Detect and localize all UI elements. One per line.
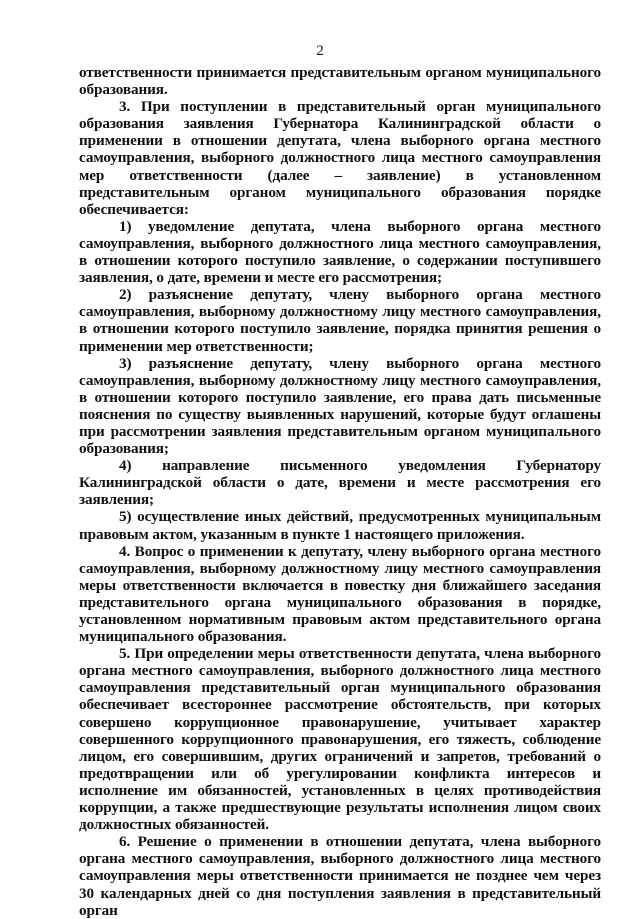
document-body bbox=[79, 64, 601, 919]
paragraph-item-6: 6. Решение о применении в отношении депутата, члена выборного органа местного самоуправления, выборного должностного лица местного самоуправления меры ответственности принимается не позднее чем через 30 календарных дней со дня поступления заявления в представительный орган bbox=[79, 833, 601, 919]
paragraph-continuation: ответственности принимается представительным органом муниципального образования. bbox=[79, 64, 601, 99]
paragraph-subitem-5: 5) осуществление иных действий, предусмотренных муниципальным правовым актом, указанным в пункте 1 настоящего приложения. bbox=[79, 508, 601, 543]
paragraph-item-3: 3. При поступлении в представительный орган муниципального образования заявления Губернатора Калининградской области о применении в отношении депутата, члена выборного органа местного самоуправления, выборного должностного лица местного самоуправления мер ответственности (далее – заявление) в установленном представительным органом муниципального образования порядке обеспечивается: bbox=[79, 98, 601, 218]
paragraph-subitem-1: 1) уведомление депутата, члена выборного органа местного самоуправления, выборного должностного лица местного самоуправления, в отношении которого поступило заявление, о содержании поступившего заявления, о дате, времени и месте его рассмотрения; bbox=[79, 217, 601, 287]
paragraph-subitem-4: 4) направление письменного уведомления Губернатору Калининградской области о дате, времени и месте рассмотрения его заявления; bbox=[79, 457, 601, 509]
paragraph-subitem-2: 2) разъяснение депутату, члену выборного органа местного самоуправления, выборному должностному лицу местного самоуправления, в отношении которого поступило заявление, порядка принятия решения о применении мер ответственности; bbox=[79, 286, 601, 355]
paragraph-item-4: 4. Вопрос о применении к депутату, члену выборного органа местного самоуправления, выборному должностному лицу местного самоуправления меры ответственности включается в повестку дня ближайшего заседания представительного органа муниципального образования в порядке, установленном нормативным правовым актом представительного органа муниципального образования. bbox=[79, 542, 601, 646]
paragraph-item-5: 5. При определении меры ответственности депутата, члена выборного органа местного самоуправления, выборного должностного лица местного самоуправления представительный орган муниципального образования обеспечивает всестороннее рассмотрение обстоятельств, при которых совершено коррупционное правонарушение, учитывает характер совершенного коррупционного правонарушения, его тяжесть, соблюдение лицом, его совершившим, других ограничений и запретов, требований о предотвращении или об урегулировании конфликта интересов и исполнение им обязанностей, установленных в целях противодействия коррупции, а также предшествующие результаты исполнения лицом своих должностных обязанностей. bbox=[79, 645, 601, 834]
page-number: 2 bbox=[316, 43, 324, 59]
paragraph-subitem-3: 3) разъяснение депутату, члену выборного органа местного самоуправления, выборному должностному лицу местного самоуправления, в отношении которого поступило заявление, его права дать письменные пояснения по существу выявленных нарушений, которые будут оглашены при рассмотрении заявления представительным органом муниципального образования; bbox=[79, 354, 601, 458]
